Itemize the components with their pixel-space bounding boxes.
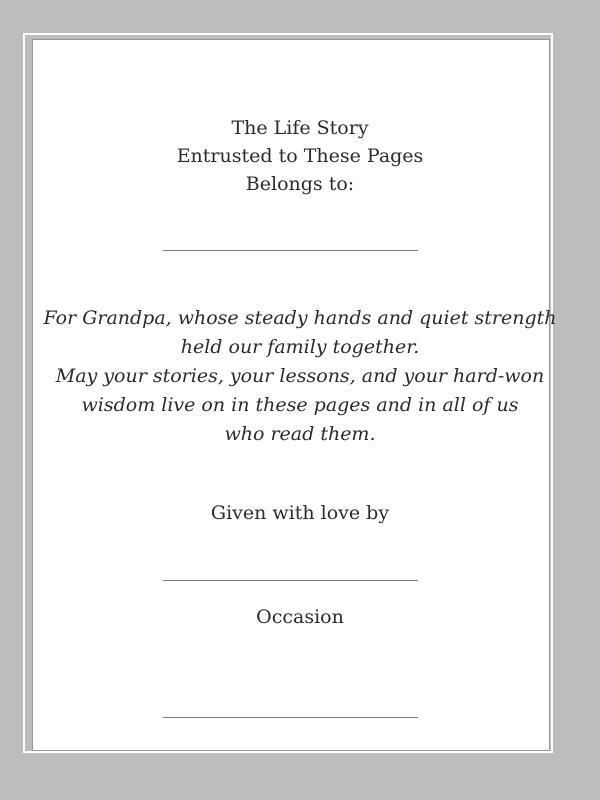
- title-line-1: The Life Story: [231, 117, 369, 139]
- title-line-3: Belongs to:: [245, 173, 355, 195]
- given-by-line[interactable]: [163, 580, 418, 581]
- given-by-label: Given with love by: [210, 502, 390, 524]
- occasion-line[interactable]: [163, 717, 418, 718]
- occasion-label: Occasion: [256, 606, 344, 628]
- dedication-line-2: held our family together.: [180, 336, 420, 358]
- dedication-text: [0, 304, 600, 449]
- dedication-line-3: May your stories, your lessons, and your hard-won: [55, 365, 545, 387]
- dedication-line-5: who read them.: [224, 423, 376, 445]
- dedication-line-4: wisdom live on in these pages and in all of us: [81, 394, 519, 416]
- title-line-2: Entrusted to These Pages: [176, 145, 424, 167]
- owner-name-line[interactable]: [163, 250, 418, 251]
- dedication-line-1: For Grandpa, whose steady hands and quiet strength: [43, 307, 557, 329]
